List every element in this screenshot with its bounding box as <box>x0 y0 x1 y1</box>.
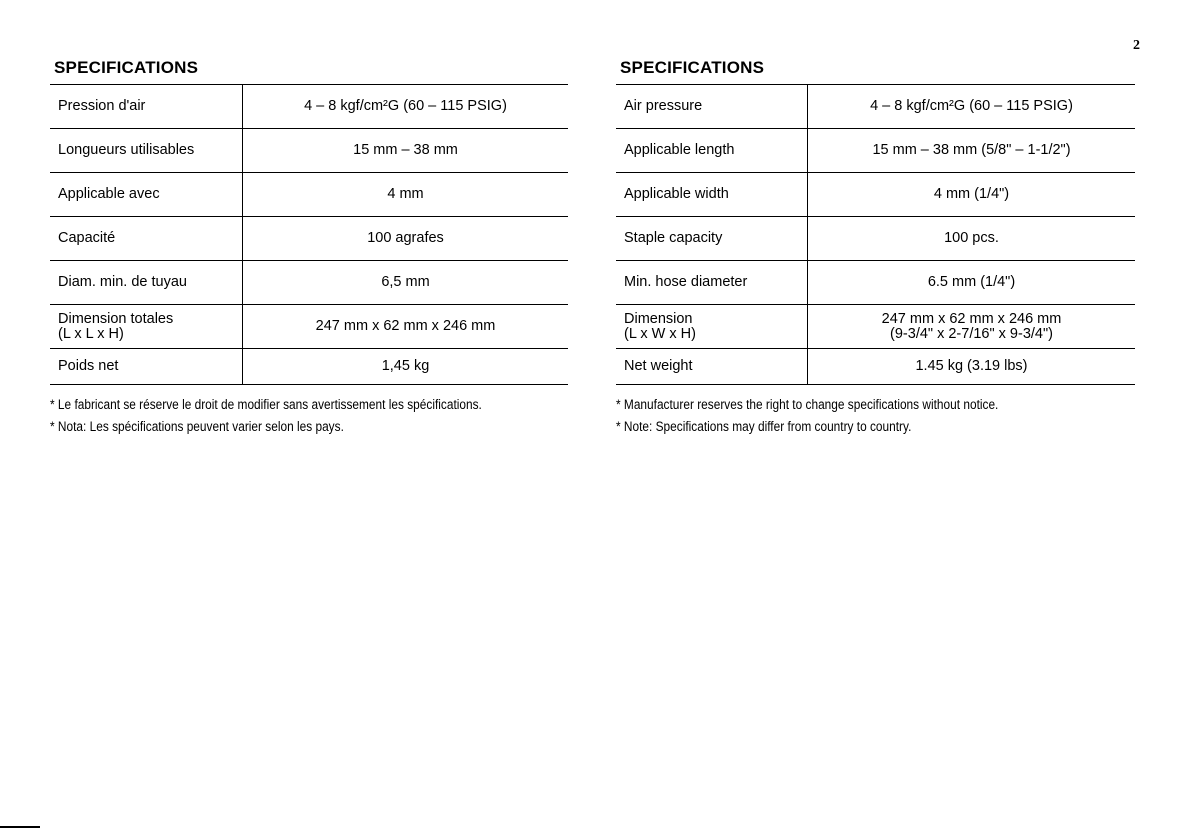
page-number: 2 <box>1133 38 1140 53</box>
spec-table-english <box>616 84 1135 385</box>
note: * Manufacturer reserves the right to change specifications without notice. <box>616 394 1073 416</box>
table-row <box>616 129 1135 173</box>
spec-value-line: 247 mm x 62 mm x 246 mm <box>881 310 1062 327</box>
table-row <box>50 261 568 305</box>
notes-french <box>50 394 506 438</box>
spec-label: Applicable length <box>616 129 808 173</box>
spec-value: 247 mm x 62 mm x 246 mm <box>243 305 569 349</box>
spec-label: Longueurs utilisables <box>50 129 243 173</box>
table-row <box>50 85 568 129</box>
spec-label-line: Dimension <box>624 310 693 327</box>
spec-value: 1.45 kg (3.19 lbs) <box>808 349 1136 385</box>
table-row <box>50 173 568 217</box>
spec-label: Applicable avec <box>50 173 243 217</box>
spec-label: Capacité <box>50 217 243 261</box>
spec-table-french <box>50 84 568 385</box>
english-specifications <box>616 58 1135 438</box>
note: * Note: Specifications may differ from country to country. <box>616 416 1073 438</box>
spec-value: 100 pcs. <box>808 217 1136 261</box>
table-row <box>50 217 568 261</box>
table-row <box>616 85 1135 129</box>
spec-value: 6.5 mm (1/4") <box>808 261 1136 305</box>
spec-value <box>808 305 1136 349</box>
spec-value: 100 agrafes <box>243 217 569 261</box>
table-row <box>50 349 568 385</box>
spec-label-line: (L x L x H) <box>58 325 124 342</box>
spec-label: Pression d'air <box>50 85 243 129</box>
section-title-english: SPECIFICATIONS <box>620 58 765 77</box>
table-row <box>50 129 568 173</box>
spec-label: Staple capacity <box>616 217 808 261</box>
table-row <box>616 305 1135 349</box>
bottom-edge-mark <box>0 826 40 828</box>
table-row <box>616 349 1135 385</box>
note: * Nota: Les spécifications peuvent varier selon les pays. <box>50 416 506 438</box>
spec-label-line: (L x W x H) <box>624 325 696 342</box>
table-row <box>616 261 1135 305</box>
spec-label: Air pressure <box>616 85 808 129</box>
note: * Le fabricant se réserve le droit de modifier sans avertissement les spécifications. <box>50 394 506 416</box>
spec-label: Net weight <box>616 349 808 385</box>
spec-value: 15 mm – 38 mm (5/8" – 1-1/2") <box>808 129 1136 173</box>
spec-value: 4 mm <box>243 173 569 217</box>
spec-value: 1,45 kg <box>243 349 569 385</box>
notes-english <box>616 394 1073 438</box>
spec-label: Applicable width <box>616 173 808 217</box>
spec-label <box>616 305 808 349</box>
table-row <box>616 173 1135 217</box>
spec-label: Diam. min. de tuyau <box>50 261 243 305</box>
spec-value: 6,5 mm <box>243 261 569 305</box>
french-specifications <box>50 58 568 438</box>
spec-value: 4 mm (1/4") <box>808 173 1136 217</box>
spec-label: Poids net <box>50 349 243 385</box>
spec-value-line: (9-3/4" x 2-7/16" x 9-3/4") <box>890 325 1053 342</box>
spec-value: 15 mm – 38 mm <box>243 129 569 173</box>
spec-label: Min. hose diameter <box>616 261 808 305</box>
spec-value: 4 – 8 kgf/cm²G (60 – 115 PSIG) <box>243 85 569 129</box>
spec-value: 4 – 8 kgf/cm²G (60 – 115 PSIG) <box>808 85 1136 129</box>
spec-label <box>50 305 243 349</box>
table-row <box>616 217 1135 261</box>
section-title-french: SPECIFICATIONS <box>54 58 199 77</box>
table-row <box>50 305 568 349</box>
spec-label-line: Dimension totales <box>58 310 174 327</box>
